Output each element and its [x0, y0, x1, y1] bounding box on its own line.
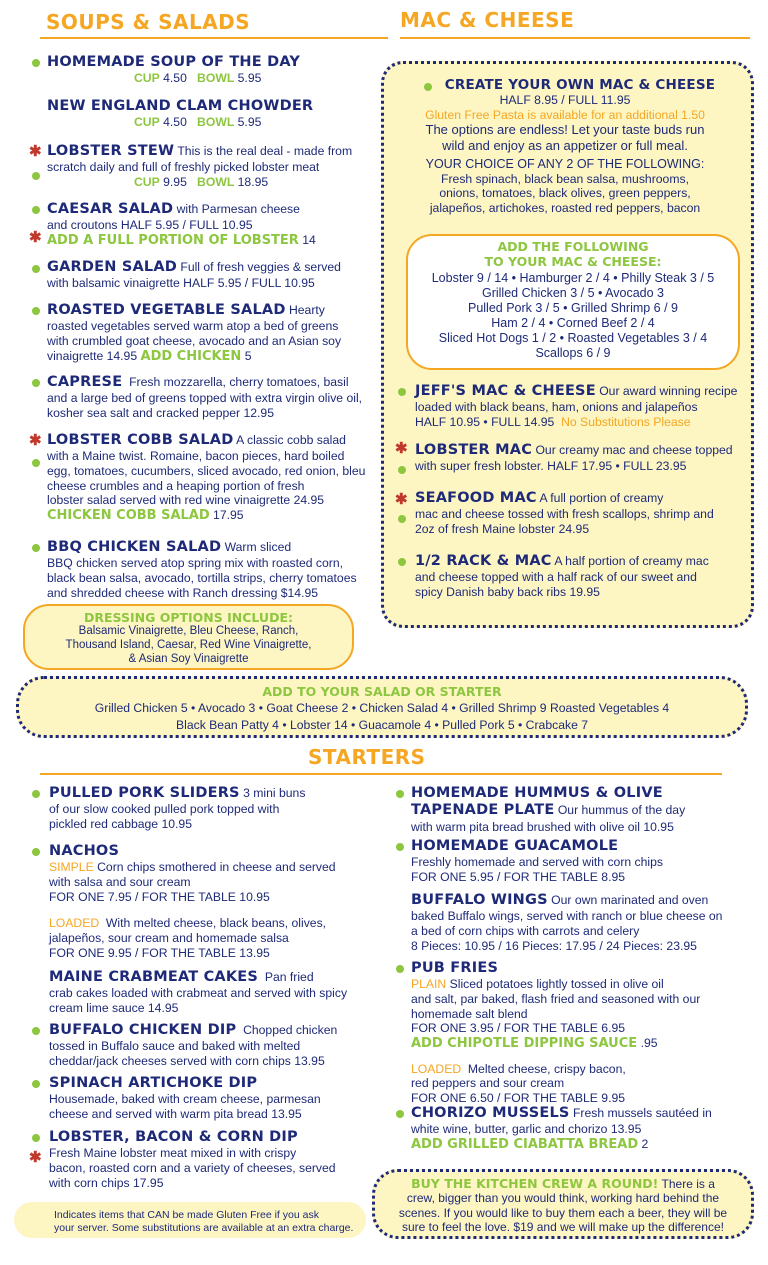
green-dot-icon — [396, 1110, 404, 1118]
item-desc: FOR ONE 3.95 / FOR THE TABLE 6.95 — [411, 1021, 626, 1036]
add-on-label: ADD CHIPOTLE DIPPING SAUCE — [411, 1035, 638, 1051]
variant-label: SIMPLE — [49, 860, 94, 875]
price: HALF 8.95 / FULL 11.95 — [499, 93, 631, 108]
item-desc: A half portion of creamy mac — [554, 554, 709, 568]
item-desc: with crumbled goat cheese, avocado and an Asian soy — [47, 334, 342, 349]
price: 2 — [641, 1137, 649, 1152]
mac-add-ons-box — [406, 234, 740, 370]
section-rule — [40, 37, 388, 39]
box-line: Scallops 6 / 9 — [535, 346, 611, 360]
box-line: & Asian Soy Vinaigrette — [128, 652, 249, 665]
item-name: LOBSTER, BACON & CORN DIP — [49, 1129, 298, 1145]
item-name: BBQ CHICKEN SALAD — [47, 539, 222, 555]
item-name: HOMEMADE HUMMUS & OLIVE — [411, 785, 663, 801]
box-title: ADD TO YOUR SALAD OR STARTER — [262, 684, 502, 699]
item-desc: pickled red cabbage 10.95 — [49, 817, 192, 832]
item-desc: Our own marinated and oven — [551, 893, 709, 907]
item-desc: Sliced potatoes lightly tossed in olive oil — [449, 977, 664, 992]
item-desc: Fresh Maine lobster meat mixed in with crispy — [49, 1146, 297, 1161]
item-desc: lobster salad served with red wine vinaigrette 24.95 — [47, 493, 325, 508]
item-desc: scratch daily and full of freshly picked lobster meat — [47, 160, 320, 175]
add-on-label: ADD CHICKEN — [140, 348, 242, 364]
item-desc: onions, tomatoes, black olives, green peppers, — [439, 186, 691, 201]
item-desc: 3 mini buns — [243, 786, 306, 800]
green-dot-icon — [32, 848, 40, 856]
add-on-label: ADD GRILLED CIABATTA BREAD — [411, 1137, 639, 1153]
green-dot-icon — [32, 790, 40, 798]
item-desc: Our award winning recipe — [599, 384, 738, 398]
box-line: Ham 2 / 4 • Corned Beef 2 / 4 — [491, 316, 655, 330]
price: 18.95 — [237, 175, 269, 190]
item-desc: with corn chips 17.95 — [49, 1175, 164, 1190]
lobster-icon: ✱ — [29, 1149, 42, 1166]
item-name: CAPRESE — [47, 374, 123, 390]
size-label: CUP — [134, 175, 160, 190]
item-desc: kosher sea salt and cracked pepper 12.95 — [47, 406, 274, 421]
item-desc: FOR ONE 7.95 / FOR THE TABLE 10.95 — [49, 889, 270, 904]
box-line: Black Bean Patty 4 • Lobster 14 • Guacamole 4 • Pulled Pork 5 • Crabcake 7 — [175, 717, 589, 732]
item-desc: and a large bed of greens topped with extra virgin olive oil, — [47, 391, 363, 406]
box-line: Thousand Island, Caesar, Red Wine Vinaigrette, — [65, 638, 312, 651]
item-desc: with warm pita bread brushed with olive oil 10.95 — [411, 819, 674, 834]
section-rule — [400, 37, 750, 39]
add-on-label: ADD A FULL PORTION OF LOBSTER — [47, 233, 299, 249]
green-dot-icon — [32, 265, 40, 273]
item-desc: wild and enjoy as an appetizer or full meal. — [442, 138, 688, 154]
lobster-icon: ✱ — [29, 229, 42, 246]
size-label: CUP — [134, 115, 160, 130]
item-desc: tossed in Buffalo sauce and baked with melted — [49, 1039, 301, 1054]
item-desc: YOUR CHOICE OF ANY 2 OF THE FOLLOWING: — [425, 156, 705, 171]
item-name: LOBSTER MAC — [415, 442, 533, 458]
price: 5 — [244, 348, 252, 363]
box-line: Grilled Chicken 5 • Avocado 3 • Goat Cheese 2 • Chicken Salad 4 • Grilled Shrimp 9 Roasted Vegetables 4 — [94, 701, 670, 715]
item-desc: Fresh mozzarella, cherry tomatoes, basil — [129, 375, 349, 389]
item-desc: white wine, butter, garlic and chorizo 13.95 — [411, 1122, 642, 1137]
menu-item — [411, 892, 722, 953]
item-desc: mac and cheese tossed with fresh scallops, shrimp and — [415, 507, 714, 522]
item-desc: jalapeños, artichokes, roasted red peppers, bacon — [429, 200, 701, 215]
item-desc: 8 Pieces: 10.95 / 16 Pieces: 17.95 / 24 Pieces: 23.95 — [411, 938, 697, 953]
legend-line: your server. Some substitutions are available at an extra charge. — [54, 1221, 354, 1234]
item-desc: FOR ONE 6.50 / FOR THE TABLE 9.95 — [411, 1090, 626, 1105]
item-name: HOMEMADE SOUP OF THE DAY — [47, 54, 301, 70]
item-desc: Fresh spinach, black bean salsa, mushrooms, — [441, 171, 689, 186]
item-name: SEAFOOD MAC — [415, 490, 537, 506]
green-dot-icon — [398, 466, 406, 474]
menu-item — [49, 1129, 336, 1190]
item-name: PUB FRIES — [411, 960, 499, 976]
size-label: CUP — [134, 71, 160, 86]
green-dot-icon — [32, 459, 40, 467]
box-line: sure to feel the love. $19 and we will make up the difference! — [402, 1220, 724, 1235]
menu-item — [47, 143, 352, 190]
gluten-free-legend — [14, 1202, 366, 1238]
green-dot-icon — [396, 790, 404, 798]
item-desc: and salt, par baked, flash fried and seasoned with our — [411, 992, 701, 1007]
green-dot-icon — [32, 1134, 40, 1142]
price: 14 — [302, 233, 316, 248]
box-line: Pulled Pork 3 / 5 • Grilled Shrimp 6 / 9 — [467, 301, 679, 315]
variant-label: PLAIN — [411, 977, 447, 992]
item-name: MAINE CRABMEAT CAKES — [49, 969, 259, 985]
item-desc: Our creamy mac and cheese topped — [535, 443, 733, 457]
item-name: SPINACH ARTICHOKE DIP — [49, 1075, 258, 1091]
item-desc: Pan fried — [264, 970, 314, 984]
price: 17.95 — [213, 507, 244, 522]
green-dot-icon — [32, 307, 40, 315]
item-desc: egg, tomatoes, cucumbers, sliced avocado, red onion, bleu — [47, 464, 366, 479]
menu-item — [47, 539, 357, 600]
item-name: LOBSTER STEW — [47, 143, 175, 159]
item-desc: and cheese topped with a half rack of our sweet and — [415, 570, 697, 585]
item-desc: HALF 10.95 • FULL 14.95 — [415, 415, 555, 430]
note: No Substitutions Please — [561, 415, 691, 430]
item-desc: with Parmesan cheese — [176, 202, 300, 216]
gluten-free-note: Gluten Free Pasta is available for an additional 1.50 — [425, 107, 705, 122]
price: 4.50 — [163, 115, 187, 130]
menu-item — [49, 1075, 321, 1122]
green-dot-icon — [398, 515, 406, 523]
item-desc: red peppers and sour cream — [411, 1076, 565, 1091]
box-title: DRESSING OPTIONS INCLUDE: — [84, 610, 293, 625]
add-on-label: CHICKEN COBB SALAD — [47, 507, 210, 523]
box-line: Lobster 9 / 14 • Hamburger 2 / 4 • Philly Steak 3 / 5 — [431, 271, 715, 285]
item-name: LOBSTER COBB SALAD — [47, 432, 234, 448]
variant-label: LOADED — [411, 1061, 462, 1076]
item-desc: Fresh mussels sautéed in — [572, 1106, 712, 1120]
size-label: BOWL — [197, 175, 235, 190]
size-label: BOWL — [197, 115, 235, 130]
add-to-salad-box — [16, 676, 748, 738]
item-desc: roasted vegetables served warm atop a bed of greens — [47, 319, 339, 334]
item-desc: cheese and served with warm pita bread 13.95 — [49, 1107, 302, 1122]
item-desc: A classic cobb salad — [236, 433, 346, 447]
item-desc: spicy Danish baby back ribs 19.95 — [415, 585, 600, 600]
green-dot-icon — [32, 1080, 40, 1088]
green-dot-icon — [32, 172, 40, 180]
price: 9.95 — [163, 175, 187, 190]
item-desc: black bean salsa, avocado, tortilla strips, cherry tomatoes — [47, 571, 357, 586]
item-name: NACHOS — [49, 843, 120, 859]
item-desc: cheddar/jack cheeses served with corn chips 13.95 — [49, 1054, 325, 1069]
item-desc: with a Maine twist. Romaine, bacon pieces, hard boiled — [47, 449, 345, 464]
item-name: CAESAR SALAD — [47, 201, 174, 217]
green-dot-icon — [32, 1027, 40, 1035]
item-desc: With melted cheese, black beans, olives, — [105, 916, 327, 931]
menu-item — [47, 302, 341, 364]
item-desc: homemade salt blend — [411, 1006, 528, 1021]
item-desc: FOR ONE 5.95 / FOR THE TABLE 8.95 — [411, 870, 626, 885]
item-desc: loaded with black beans, ham, onions and jalapeños — [415, 400, 698, 415]
green-dot-icon — [32, 379, 40, 387]
dressing-options-box — [23, 604, 354, 670]
box-title: ADD THE FOLLOWING — [497, 239, 649, 254]
price: 5.95 — [237, 115, 262, 130]
item-desc: Warm sliced — [224, 540, 292, 554]
menu-item — [47, 374, 362, 421]
item-desc: baked Buffalo wings, served with ranch or blue cheese on — [411, 909, 723, 924]
lobster-icon: ✱ — [395, 491, 408, 508]
item-desc: Freshly homemade and served with corn chips — [411, 855, 663, 870]
green-dot-icon — [396, 843, 404, 851]
menu-item — [49, 785, 305, 832]
box-title: BUY THE KITCHEN CREW A ROUND! — [411, 1176, 659, 1191]
item-desc: A full portion of creamy — [539, 491, 664, 505]
item-desc: of our slow cooked pulled pork topped with — [49, 802, 280, 817]
item-name: CHORIZO MUSSELS — [411, 1105, 570, 1121]
green-dot-icon — [398, 558, 406, 566]
green-dot-icon — [398, 388, 406, 396]
item-name: CREATE YOUR OWN MAC & CHEESE — [444, 77, 716, 93]
item-desc: Hearty — [288, 303, 325, 317]
item-desc: and shredded cheese with Ranch dressing $14.95 — [47, 585, 319, 600]
item-desc: Full of fresh veggies & served — [180, 260, 341, 274]
menu-item — [49, 969, 347, 1016]
section-title-soups: SOUPS & SALADS — [46, 10, 251, 34]
green-dot-icon — [32, 544, 40, 552]
item-desc: cheese crumbles and a heaping portion of fresh — [47, 478, 305, 493]
item-desc: with salsa and sour cream — [49, 875, 191, 890]
price: 4.50 — [163, 71, 187, 86]
green-dot-icon — [32, 59, 40, 67]
item-name: BUFFALO CHICKEN DIP — [49, 1022, 237, 1038]
section-rule — [40, 773, 722, 775]
menu-item — [415, 490, 714, 537]
item-desc: vinaigrette 14.95 — [47, 348, 138, 363]
item-desc: Housemade, baked with cream cheese, parmesan — [49, 1092, 321, 1107]
section-title-mac: MAC & CHEESE — [400, 8, 575, 32]
item-desc: Melted cheese, crispy bacon, — [467, 1061, 626, 1076]
menu-item — [415, 383, 737, 430]
menu-item — [49, 1022, 337, 1069]
create-your-own-block — [395, 77, 735, 216]
menu-item — [47, 54, 300, 86]
menu-item — [47, 259, 341, 291]
menu-item — [47, 98, 313, 130]
item-name: 1/2 RACK & MAC — [415, 553, 552, 569]
box-line: There is a — [661, 1177, 715, 1191]
box-line: Sliced Hot Dogs 1 / 2 • Roasted Vegetables 3 / 4 — [438, 331, 708, 345]
box-line: Balsamic Vinaigrette, Bleu Cheese, Ranch, — [78, 625, 299, 637]
price: 5.95 — [237, 71, 262, 86]
item-desc: The options are endless! Let your taste buds run — [425, 122, 705, 138]
item-name: ROASTED VEGETABLE SALAD — [47, 302, 286, 318]
item-desc: BBQ chicken served atop spring mix with roasted corn, — [47, 556, 344, 571]
menu-item — [49, 843, 336, 960]
item-name: JEFF'S MAC & CHEESE — [415, 383, 596, 399]
menu-item — [411, 785, 685, 834]
item-name: GARDEN SALAD — [47, 259, 177, 275]
green-dot-icon — [32, 206, 40, 214]
item-desc: with super fresh lobster. HALF 17.95 • FULL 23.95 — [415, 459, 687, 474]
menu-item — [411, 1105, 712, 1153]
item-desc: Chopped chicken — [243, 1023, 338, 1037]
variant-label: LOADED — [49, 916, 100, 931]
item-name: HOMEMADE GUACAMOLE — [411, 838, 619, 854]
lobster-icon: ✱ — [29, 432, 42, 449]
item-name: NEW ENGLAND CLAM CHOWDER — [47, 98, 314, 114]
lobster-icon: ✱ — [395, 440, 408, 457]
lobster-icon: ✱ — [29, 143, 42, 160]
green-dot-icon — [396, 965, 404, 973]
box-line: scenes. If you would like to buy them each a beer, they will be — [398, 1205, 728, 1220]
item-name: TAPENADE PLATE — [411, 802, 555, 819]
item-name: PULLED PORK SLIDERS — [49, 785, 240, 801]
item-desc: This is the real deal - made from — [177, 144, 353, 158]
menu-item — [415, 553, 709, 600]
item-desc: and croutons HALF 5.95 / FULL 10.95 — [47, 218, 253, 233]
item-desc: cream lime sauce 14.95 — [49, 1001, 179, 1016]
legend-line: Indicates items that CAN be made Gluten Free if you ask — [54, 1209, 319, 1221]
buy-crew-round-box — [372, 1169, 754, 1239]
menu-item — [47, 432, 365, 524]
item-desc: bacon, roasted corn and a variety of cheeses, served — [49, 1161, 336, 1176]
section-title-starters: STARTERS — [308, 745, 426, 769]
menu-item — [411, 960, 700, 1105]
item-desc: FOR ONE 9.95 / FOR THE TABLE 13.95 — [49, 945, 270, 960]
item-desc: Corn chips smothered in cheese and served — [97, 860, 336, 875]
box-line: Grilled Chicken 3 / 5 • Avocado 3 — [481, 286, 665, 300]
item-name: BUFFALO WINGS — [411, 892, 548, 908]
menu-item — [415, 442, 733, 474]
size-label: BOWL — [197, 71, 235, 86]
item-desc: a bed of corn chips with carrots and celery — [411, 924, 640, 939]
box-title: TO YOUR MAC & CHEESE: — [484, 254, 662, 269]
menu-item — [411, 838, 663, 885]
box-line: crew, bigger than you would think, working hard behind the — [406, 1191, 720, 1206]
item-desc: Our hummus of the day — [557, 803, 686, 818]
menu-item — [47, 201, 316, 249]
price: .95 — [640, 1035, 658, 1050]
item-desc: crab cakes loaded with crabmeat and served with spicy — [49, 986, 348, 1001]
item-desc: jalapeños, sour cream and homemade salsa — [49, 930, 289, 945]
item-desc: 2oz of fresh Maine lobster 24.95 — [415, 522, 590, 537]
item-desc: with balsamic vinaigrette HALF 5.95 / FULL 10.95 — [47, 276, 315, 291]
